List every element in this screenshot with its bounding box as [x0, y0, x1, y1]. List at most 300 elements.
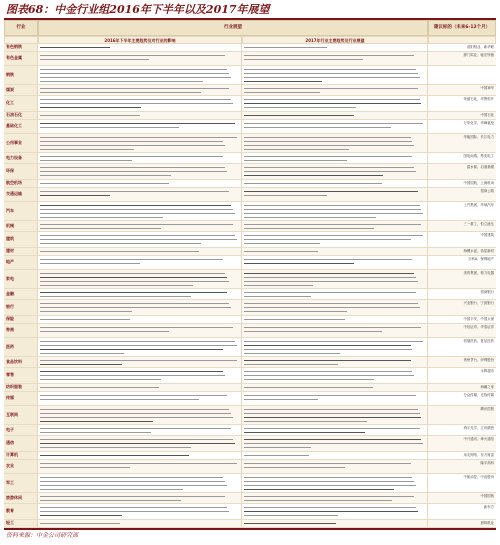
text-line: [244, 327, 421, 328]
row-industry: 石油石化: [4, 112, 38, 119]
text-line: [244, 73, 418, 74]
table-row: [4, 85, 496, 96]
row-recommendation: 洛阳钼业、新华联: [466, 45, 494, 49]
row-2017-text: [242, 134, 428, 152]
table-row: [4, 357, 496, 368]
text-line: [40, 285, 193, 286]
text-line: [40, 417, 233, 418]
text-line: [40, 292, 227, 293]
text-line: [244, 360, 411, 361]
text-lines: [40, 165, 239, 178]
text-line: [244, 413, 420, 414]
row-2017-text: [242, 120, 428, 133]
text-line: [40, 327, 233, 328]
row-2016-text: [38, 202, 242, 220]
text-lines: [40, 339, 239, 355]
text-line: [244, 243, 320, 244]
subheader-2016: 2016年下半年主要趋势及对行业的影响: [38, 36, 242, 44]
text-line: [40, 387, 159, 388]
text-lines: [40, 505, 239, 518]
text-lines: [244, 301, 425, 314]
text-lines: [40, 233, 239, 246]
row-2016-text: [38, 289, 242, 299]
text-line: [244, 205, 420, 206]
row-recommendation: 美的集团、格力电器: [463, 271, 494, 275]
row-industry: 旅游休闲: [4, 493, 38, 503]
row-recommendation: 中航动控、中直股份: [463, 475, 494, 479]
text-line: [40, 481, 225, 482]
text-lines: [40, 393, 239, 404]
text-line: [40, 500, 181, 501]
text-lines: [244, 437, 425, 450]
text-lines: [40, 358, 239, 366]
row-2017-text: [242, 392, 428, 405]
text-line: [244, 371, 412, 372]
text-line: [244, 387, 373, 388]
text-line: [40, 81, 203, 82]
text-lines: [244, 249, 425, 254]
table-row: [4, 202, 496, 221]
table-row: [4, 221, 496, 232]
text-line: [244, 145, 414, 146]
row-recommendation: 海螺水泥、伟星新材: [463, 249, 494, 253]
text-line: [40, 463, 237, 464]
text-line: [244, 447, 311, 448]
text-line: [244, 239, 411, 240]
row-recommendation: 中信证券、华泰证券: [463, 325, 494, 329]
row-recommendation: 上汽集团、华域汽车: [463, 203, 494, 207]
row-2016-text: [38, 66, 242, 84]
subheader-blank: [4, 36, 38, 44]
text-line: [40, 432, 151, 433]
row-2016-text: [38, 248, 242, 255]
text-line: [244, 217, 376, 218]
row-2016-text: [38, 180, 242, 187]
row-2016-text: [38, 134, 242, 152]
row-2017-text: [242, 504, 428, 519]
text-line: [244, 191, 418, 192]
row-recommendation: 中国国航、上海机场: [463, 181, 494, 185]
text-line: [244, 307, 420, 308]
text-line: [40, 467, 130, 468]
text-line: [40, 353, 124, 354]
text-lines: [244, 369, 425, 382]
text-line: [40, 360, 237, 361]
table-row: [4, 300, 496, 316]
text-lines: [40, 301, 239, 314]
text-line: [40, 228, 161, 229]
text-line: [244, 107, 356, 108]
row-2017-text: [242, 425, 428, 435]
row-industry: 钢铁: [4, 66, 38, 84]
table-row: [4, 425, 496, 436]
row-2016-text: [38, 368, 242, 383]
row-recommendation: 中国建筑: [480, 233, 494, 237]
text-line: [40, 273, 225, 274]
text-lines: [40, 494, 239, 502]
row-industry: 电子: [4, 425, 38, 435]
row-2017-text: [242, 452, 428, 459]
text-line: [244, 421, 367, 422]
row-2016-text: [38, 338, 242, 356]
row-recommendation: 恒瑞医药、复星医药: [463, 339, 494, 343]
table-row: [4, 112, 496, 120]
row-industry: 有色钢铁: [4, 44, 38, 51]
row-recommendation: 中国平安、中国太保: [463, 317, 494, 321]
text-lines: [244, 257, 425, 268]
text-lines: [40, 453, 239, 458]
text-line: [40, 319, 130, 320]
table-row: [4, 232, 496, 248]
text-line: [40, 413, 231, 414]
row-2016-text: [38, 300, 242, 315]
text-line: [244, 432, 365, 433]
text-line: [40, 311, 132, 312]
text-line: [40, 156, 223, 157]
row-recommendation: 中国国旅: [480, 494, 494, 498]
text-lines: [244, 113, 425, 118]
text-line: [244, 515, 338, 516]
text-lines: [244, 165, 425, 178]
table-row: [4, 52, 496, 66]
text-line: [244, 507, 416, 508]
row-industry: 建筑: [4, 232, 38, 247]
row-industry: 建材: [4, 248, 38, 255]
text-line: [40, 439, 233, 440]
row-2017-text: [242, 368, 428, 383]
text-lines: [244, 317, 425, 322]
text-lines: [40, 135, 239, 151]
table-row: [4, 520, 496, 528]
text-lines: [244, 271, 425, 287]
row-2016-text: [38, 384, 242, 391]
row-industry: 航空机场: [4, 180, 38, 187]
row-industry: 零售: [4, 368, 38, 383]
row-2017-text: [242, 112, 428, 119]
text-line: [40, 160, 132, 161]
table-row: [4, 460, 496, 474]
row-2016-text: [38, 164, 242, 179]
row-industry: 农业: [4, 460, 38, 473]
text-line: [244, 292, 416, 293]
row-recommendation: 中国石化: [480, 113, 494, 117]
text-line: [40, 224, 233, 225]
table-row: [4, 164, 496, 180]
text-lines: [244, 135, 425, 151]
text-line: [40, 217, 163, 218]
row-2017-text: [242, 357, 428, 367]
text-lines: [244, 426, 425, 434]
text-lines: [244, 385, 425, 390]
text-line: [40, 345, 237, 346]
text-line: [244, 439, 421, 440]
row-2016-text: [38, 120, 242, 133]
text-line: [40, 371, 223, 372]
text-lines: [244, 393, 425, 404]
row-2017-text: [242, 300, 428, 315]
text-lines: [40, 426, 239, 434]
row-industry: 互联网: [4, 406, 38, 424]
source-note: 资料来源：中金公司研究部: [6, 532, 79, 539]
text-line: [40, 496, 225, 497]
text-line: [244, 47, 327, 48]
text-line: [244, 167, 414, 168]
text-lines: [40, 521, 239, 526]
text-line: [244, 496, 414, 497]
text-line: [244, 281, 418, 282]
text-lines: [244, 86, 425, 94]
text-line: [244, 485, 416, 486]
text-line: [40, 115, 140, 116]
row-recommendation: 新东方: [483, 505, 494, 509]
text-line: [244, 160, 347, 161]
text-lines: [244, 453, 425, 458]
text-line: [244, 341, 423, 342]
row-2016-text: [38, 324, 242, 337]
text-line: [40, 69, 227, 70]
text-line: [244, 353, 340, 354]
text-lines: [40, 67, 239, 83]
text-line: [244, 99, 420, 100]
text-line: [40, 251, 199, 252]
text-line: [40, 489, 183, 490]
text-line: [40, 99, 231, 100]
row-recommendation: 华能国际、长江电力: [463, 135, 494, 139]
text-lines: [40, 257, 239, 268]
table-row: [4, 44, 496, 52]
row-2016-text: [38, 232, 242, 247]
text-line: [244, 92, 320, 93]
row-2017-text: [242, 406, 428, 424]
row-industry: 公用事业: [4, 134, 38, 152]
table-body: [4, 44, 496, 528]
row-industry: 化工: [4, 96, 38, 111]
text-lines: [244, 407, 425, 423]
text-line: [244, 481, 414, 482]
row-2017-text: [242, 248, 428, 255]
text-lines: [40, 86, 239, 94]
table-row: [4, 338, 496, 357]
text-lines: [40, 369, 239, 382]
row-2016-text: [38, 357, 242, 367]
text-lines: [244, 45, 425, 50]
text-line: [244, 149, 349, 150]
text-line: [244, 81, 322, 82]
text-line: [40, 296, 191, 297]
row-recommendation: 招商银行: [480, 290, 494, 294]
row-industry: 纺织服装: [4, 384, 38, 391]
text-line: [244, 349, 412, 350]
row-industry: 环保: [4, 164, 38, 179]
table-row: [4, 324, 496, 338]
text-line: [40, 239, 237, 240]
row-industry: 地产: [4, 256, 38, 269]
text-line: [40, 447, 191, 448]
text-lines: [244, 121, 425, 132]
text-line: [244, 375, 414, 376]
row-2016-text: [38, 316, 242, 323]
table-row: [4, 436, 496, 452]
text-line: [40, 195, 110, 196]
row-industry: 计算机: [4, 452, 38, 459]
text-line: [244, 364, 338, 365]
text-line: [40, 428, 231, 429]
row-2017-text: [242, 153, 428, 163]
text-line: [40, 485, 227, 486]
row-2016-text: [38, 392, 242, 405]
subheader-rec-blank: [428, 36, 496, 44]
text-line: [40, 55, 225, 56]
text-lines: [244, 189, 425, 200]
text-line: [244, 69, 416, 70]
row-recommendation: 晨鸣纸业: [480, 521, 494, 525]
text-lines: [244, 67, 425, 83]
row-2017-text: [242, 316, 428, 323]
text-line: [244, 379, 374, 380]
text-lines: [40, 222, 239, 230]
text-line: [244, 443, 423, 444]
text-lines: [244, 461, 425, 472]
row-industry: 医药: [4, 338, 38, 356]
row-2016-text: [38, 425, 242, 435]
row-2017-text: [242, 289, 428, 299]
text-line: [40, 259, 223, 260]
row-2017-text: [242, 520, 428, 527]
text-lines: [244, 325, 425, 336]
text-line: [244, 511, 418, 512]
text-line: [40, 364, 122, 365]
row-industry: 煤炭: [4, 85, 38, 95]
text-line: [244, 399, 318, 400]
row-2017-text: [242, 256, 428, 269]
text-line: [244, 175, 383, 176]
text-lines: [40, 325, 239, 336]
text-line: [244, 345, 411, 346]
row-industry: 券商: [4, 324, 38, 337]
text-line: [244, 224, 421, 225]
row-industry: 保险: [4, 316, 38, 323]
text-lines: [244, 222, 425, 230]
text-line: [244, 259, 412, 260]
row-recommendation: 贵州茅台、伊利股份: [463, 358, 494, 362]
row-2016-text: [38, 452, 242, 459]
table-row: [4, 316, 496, 324]
row-2017-text: [242, 221, 428, 231]
text-line: [40, 145, 225, 146]
row-recommendation: 兴业银行、宁波银行: [463, 301, 494, 305]
text-line: [40, 191, 229, 192]
text-lines: [40, 45, 239, 50]
text-lines: [244, 521, 425, 526]
table-row: [4, 493, 496, 504]
row-industry: 有色金属: [4, 52, 38, 65]
text-line: [244, 115, 354, 116]
row-2016-text: [38, 504, 242, 519]
table-header: [4, 20, 496, 36]
text-line: [40, 209, 233, 210]
text-line: [244, 213, 423, 214]
row-industry: 基础化工: [4, 120, 38, 133]
text-line: [244, 311, 347, 312]
table-row: [4, 368, 496, 384]
row-2017-text: [242, 384, 428, 391]
text-line: [40, 303, 229, 304]
text-lines: [244, 154, 425, 162]
text-line: [40, 515, 122, 516]
table-row: [4, 452, 496, 460]
row-2017-text: [242, 44, 428, 51]
text-line: [40, 73, 229, 74]
text-line: [40, 171, 227, 172]
text-lines: [40, 407, 239, 423]
row-industry: 汽车: [4, 202, 38, 220]
text-line: [40, 205, 231, 206]
row-industry: 银行: [4, 300, 38, 315]
text-lines: [40, 97, 239, 110]
row-industry: 军工: [4, 474, 38, 492]
row-recommendation: [428, 66, 496, 84]
text-line: [244, 77, 420, 78]
text-lines: [40, 249, 239, 254]
text-line: [40, 137, 237, 138]
text-line: [40, 421, 153, 422]
row-2016-text: [38, 44, 242, 51]
text-line: [244, 417, 421, 418]
text-lines: [244, 475, 425, 491]
text-line: [244, 183, 382, 184]
row-recommendation: 万华化学、华峰氨纶: [463, 121, 494, 125]
text-line: [244, 209, 421, 210]
row-2016-text: [38, 256, 242, 269]
row-2017-text: [242, 180, 428, 187]
text-line: [40, 307, 231, 308]
text-line: [40, 375, 225, 376]
text-line: [244, 251, 318, 252]
row-2016-text: [38, 188, 242, 201]
text-lines: [40, 189, 239, 200]
text-line: [244, 171, 416, 172]
row-2017-text: [242, 474, 428, 492]
row-2017-text: [242, 338, 428, 356]
text-lines: [244, 358, 425, 366]
row-2016-text: [38, 270, 242, 288]
text-lines: [244, 505, 425, 518]
header-industry: 行业: [4, 20, 38, 36]
row-2017-text: [242, 436, 428, 451]
row-recommendation: 招商公路: [480, 189, 494, 193]
text-line: [40, 123, 235, 124]
text-line: [40, 281, 229, 282]
row-2017-text: [242, 270, 428, 288]
text-lines: [244, 290, 425, 298]
text-line: [40, 455, 189, 456]
table-row: [4, 270, 496, 289]
text-line: [244, 277, 416, 278]
row-recommendation: 中兴通讯、烽火通信: [463, 437, 494, 441]
row-2016-text: [38, 493, 242, 503]
row-industry: 电力设备: [4, 153, 38, 163]
row-2017-text: [242, 96, 428, 111]
text-line: [40, 141, 223, 142]
text-lines: [40, 437, 239, 450]
text-line: [40, 92, 201, 93]
row-industry: 轻工: [4, 520, 38, 527]
text-line: [40, 77, 231, 78]
text-line: [40, 175, 171, 176]
text-line: [40, 107, 141, 108]
text-line: [40, 47, 110, 48]
table-row: [4, 120, 496, 134]
